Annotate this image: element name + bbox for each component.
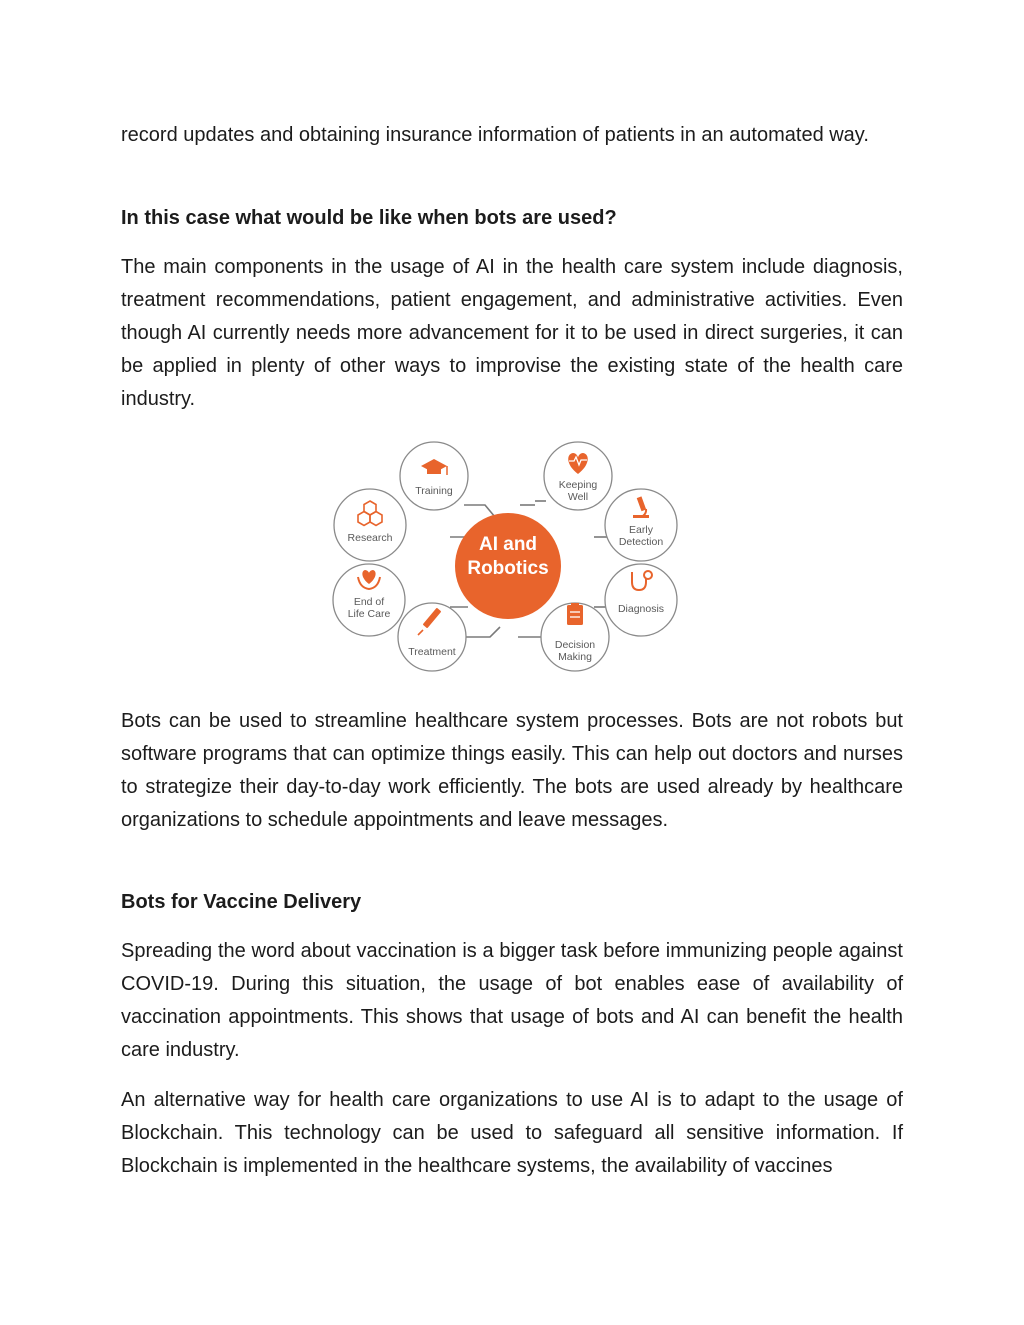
node-early-detection <box>605 489 677 561</box>
node-treatment-label: Treatment <box>408 646 456 658</box>
node-early-label-1: Early <box>629 524 653 536</box>
paragraph-ai-components: The main components in the usage of AI in the health care system include diagnosis, treatment recommendations, patient engagement, and administrative activities. Even though AI currently needs more advancement for it to be used in direct surgeries, it can be applied in plenty of other ways to improvise the existing state of the health care industry. <box>121 256 903 410</box>
clipboard-icon <box>567 603 583 625</box>
heading-vaccine-delivery: Bots for Vaccine Delivery <box>121 891 362 913</box>
node-training-label: Training <box>415 485 453 497</box>
node-early-label-2: Detection <box>618 536 664 548</box>
node-eol-label-2: Life Care <box>347 608 391 620</box>
node-decision-label-2: Making <box>558 651 592 663</box>
paragraph-vaccination: Spreading the word about vaccination is a bigger task before immunizing people against COVID-19. During this situation, the usage of bot enables ease of availability of vaccination appointments. This shows that usage of bots and AI can benefit the health care industry. <box>121 940 903 1061</box>
node-keeping-label-2: Well <box>567 491 589 503</box>
node-research-label: Research <box>347 532 393 544</box>
node-decision-label-1: Decision <box>554 639 596 651</box>
paragraph-intro-continuation: record updates and obtaining insurance information of patients in an automated way. <box>121 124 869 146</box>
node-research <box>334 489 406 561</box>
node-decision-making <box>541 603 609 671</box>
paragraph-blockchain: An alternative way for health care organizations to use AI is to adapt to the usage of Blockchain. This technology can be used to safeguard all sensitive information. If Blockchain is implemented in the healthcare systems, the availability of vaccines <box>121 1089 903 1177</box>
node-eol-label-1: End of <box>353 596 385 608</box>
node-keeping-well <box>544 442 612 510</box>
paragraph-bots-streamline: Bots can be used to streamline healthcare system processes. Bots are not robots but software programs that can optimize things easily. This can help out doctors and nurses to strategize their day-to-day work efficiently. The bots are used already by healthcare organizations to schedule appointments and leave messages. <box>121 710 903 831</box>
node-diagnosis <box>605 564 677 636</box>
heading-bots-used: In this case what would be like when bots are used? <box>121 207 617 229</box>
node-treatment <box>398 603 466 671</box>
node-training <box>400 442 468 510</box>
ai-robotics-diagram <box>330 437 680 677</box>
center-label-line2: Robotics <box>467 558 549 579</box>
node-end-of-life-care <box>333 564 405 636</box>
center-label-line1: AI and <box>478 534 538 555</box>
node-diagnosis-label: Diagnosis <box>617 603 665 615</box>
node-keeping-label-1: Keeping <box>558 479 598 491</box>
